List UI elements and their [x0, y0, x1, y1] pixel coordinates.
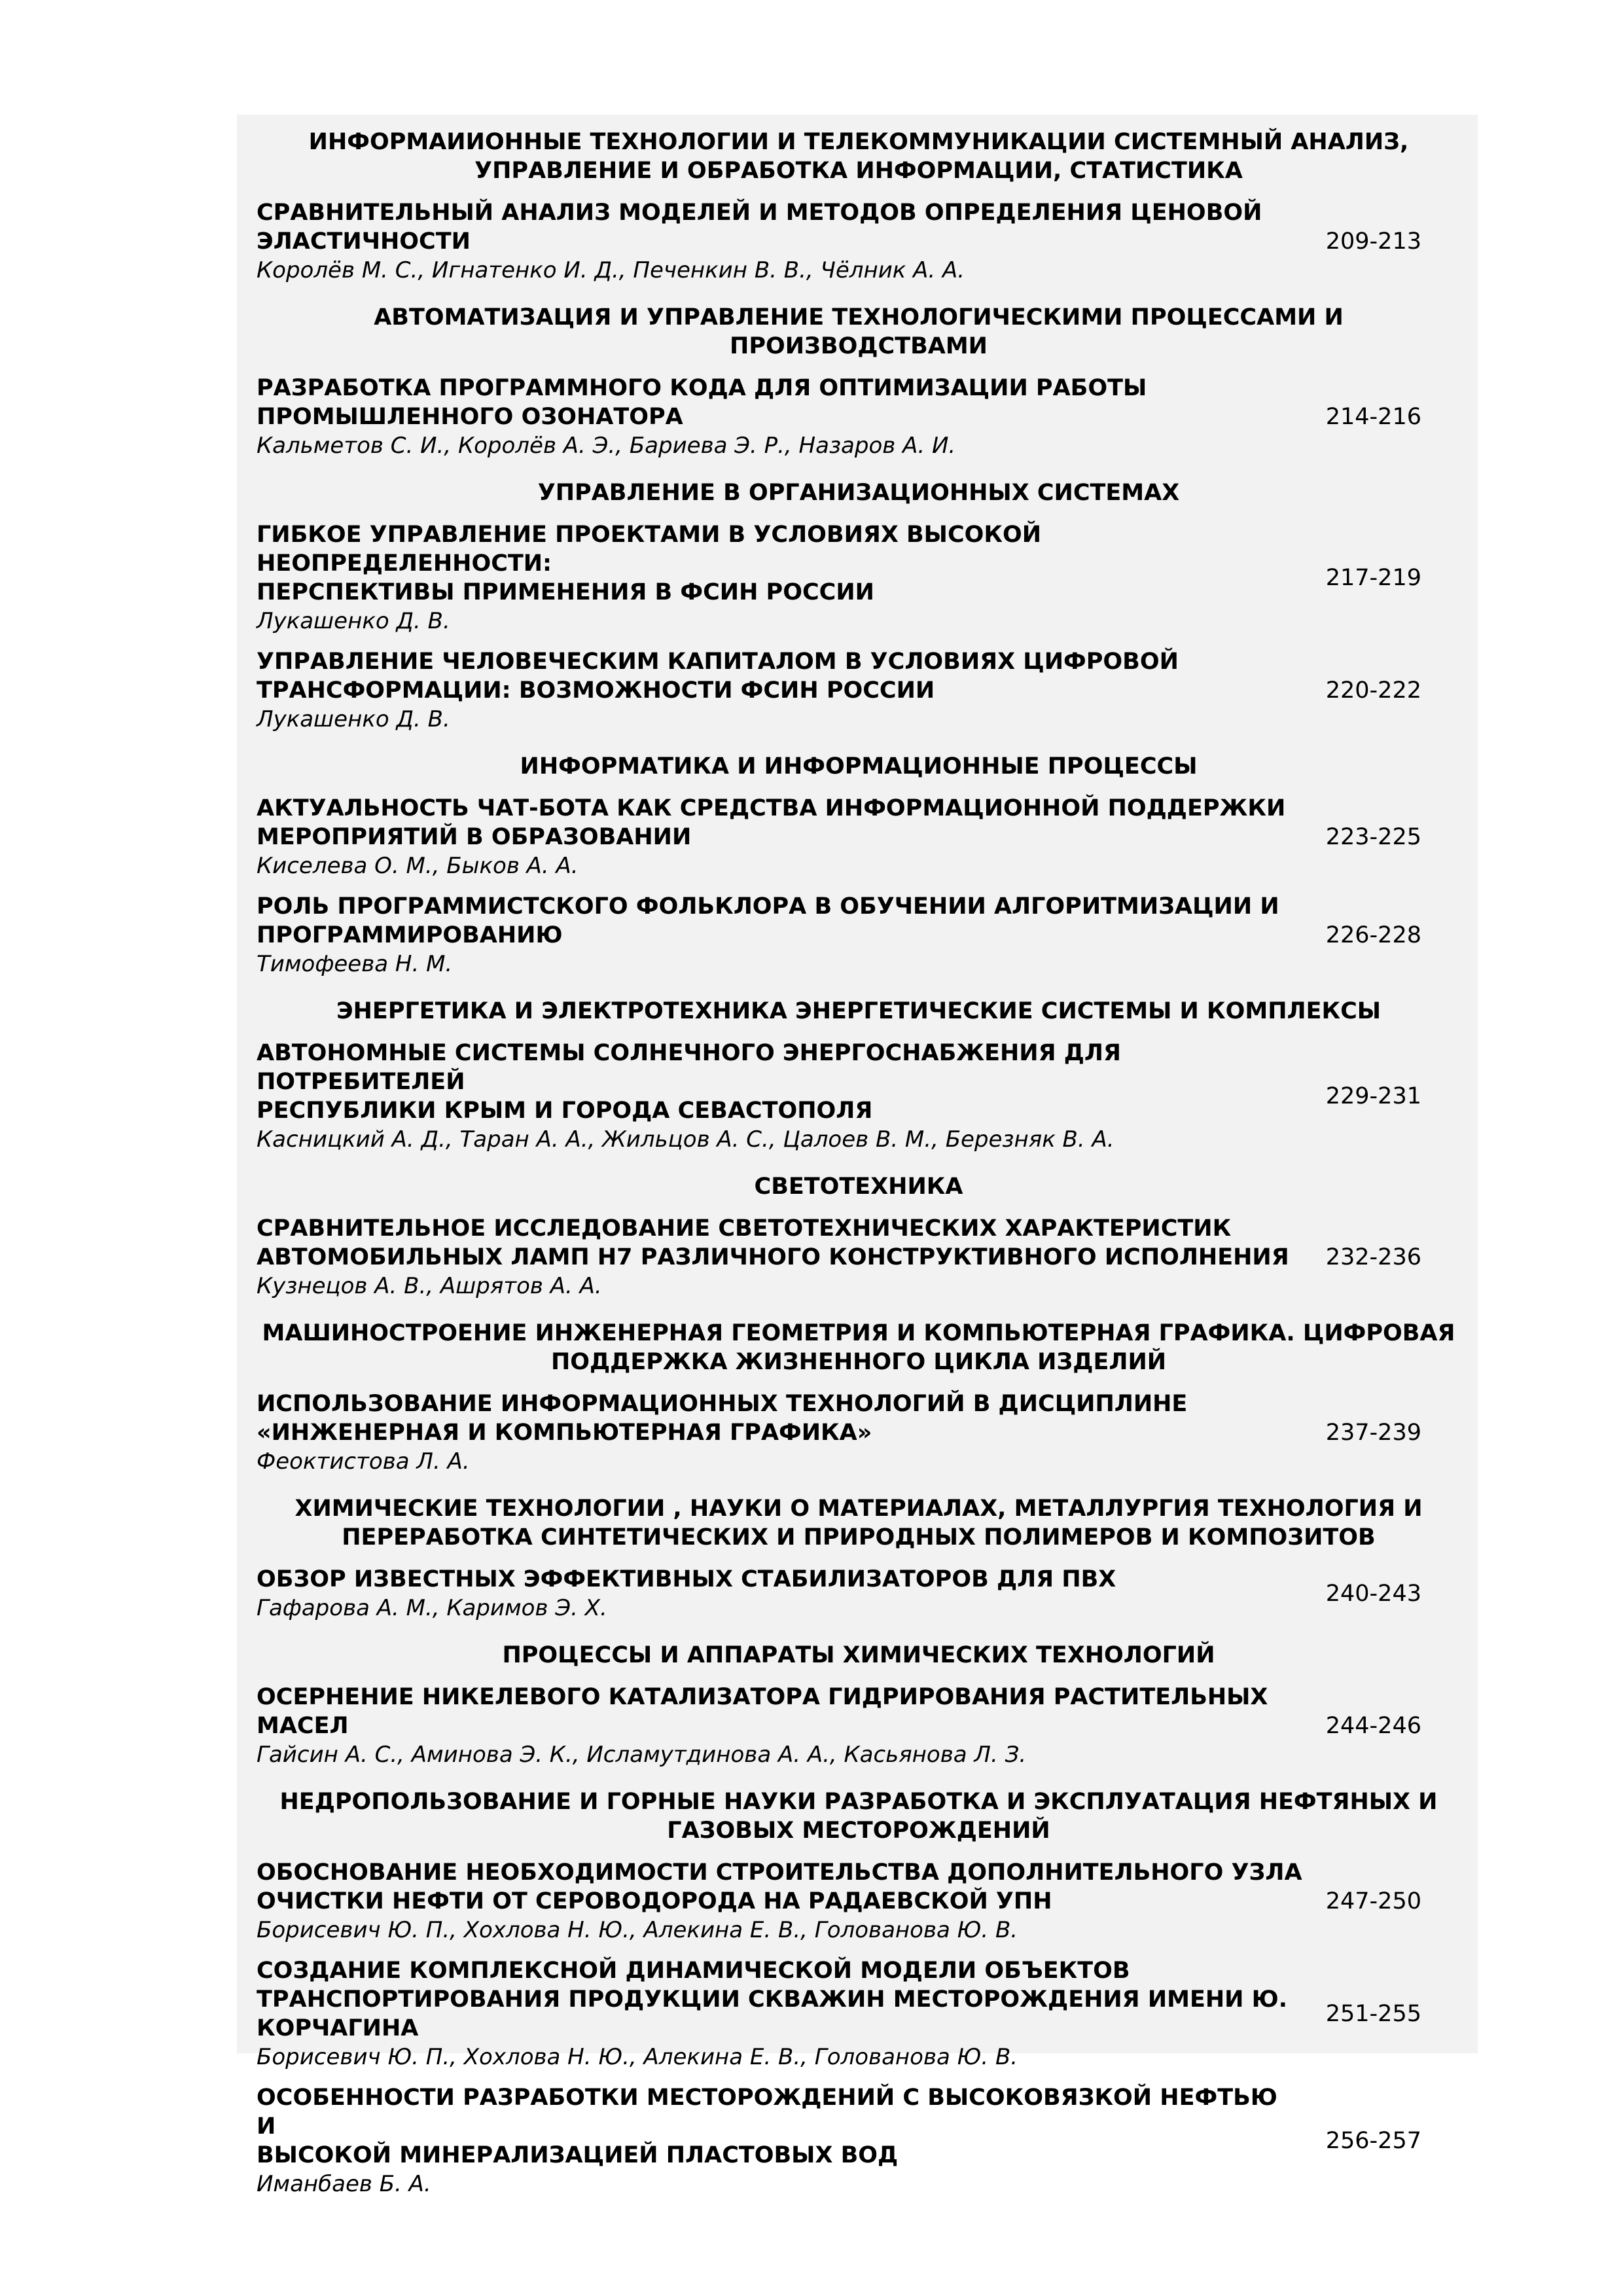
- entry-title: СРАВНИТЕЛЬНОЕ ИССЛЕДОВАНИЕ СВЕТОТЕХНИЧЕСКИХ ХАРАКТЕРИСТИК АВТОМОБИЛЬНЫХ ЛАМП H7 РАЗЛИЧНОГО КОНСТРУКТИВНОГО ИСПОЛНЕНИЯ: [257, 1215, 1289, 1270]
- entry-page-range: 217-219: [1325, 565, 1421, 591]
- section-heading: ИНФОРМАИИОННЫЕ ТЕХНОЛОГИИ И ТЕЛЕКОММУНИКАЦИИ СИСТЕМНЫЙ АНАЛИЗ, УПРАВЛЕНИЕ И ОБРАБОТКА ИНФОРМАЦИИ, СТАТИСТИКА: [308, 129, 1409, 184]
- toc-list: [257, 121, 1461, 2210]
- entry-authors: Кальметов С. И., Королёв А. Э., Бариева Э. Р., Назаров А. И.: [257, 433, 956, 459]
- entry-title: ОБОСНОВАНИЕ НЕОБХОДИМОСТИ СТРОИТЕЛЬСТВА ДОПОЛНИТЕЛЬНОГО УЗЛА ОЧИСТКИ НЕФТИ ОТ СЕРОВОДОРОДА НА РАДАЕВСКОЙ УПН: [257, 1859, 1302, 1914]
- entry-authors: Борисевич Ю. П., Хохлова Н. Ю., Алекина Е. В., Голованова Ю. В.: [257, 2044, 1018, 2070]
- entry-page-range: 244-246: [1325, 1713, 1421, 1739]
- entry-page-range: 240-243: [1325, 1581, 1421, 1607]
- entry-authors: Иманбаев Б. А.: [257, 2171, 431, 2197]
- toc-entry: [257, 2083, 1461, 2198]
- section-heading: ПРОЦЕССЫ И АППАРАТЫ ХИМИЧЕСКИХ ТЕХНОЛОГИЙ: [502, 1642, 1215, 1668]
- entry-page-range: 247-250: [1325, 1888, 1421, 1914]
- entry-authors: Лукашенко Д. В.: [257, 608, 450, 634]
- entry-authors: Гафарова А. М., Каримов Э. Х.: [257, 1595, 607, 1621]
- entry-page-range: 223-225: [1325, 824, 1421, 850]
- entry-authors: Феоктистова Л. А.: [257, 1448, 470, 1475]
- toc-entry: [257, 794, 1461, 880]
- entry-authors: Борисевич Ю. П., Хохлова Н. Ю., Алекина Е. В., Голованова Ю. В.: [257, 1917, 1018, 1943]
- toc-entry: [257, 1858, 1461, 1945]
- entry-page-range: 237-239: [1325, 1420, 1421, 1446]
- entry-title: АКТУАЛЬНОСТЬ ЧАТ-БОТА КАК СРЕДСТВА ИНФОРМАЦИОННОЙ ПОДДЕРЖКИ МЕРОПРИЯТИЙ В ОБРАЗОВАНИИ: [257, 795, 1286, 850]
- entry-title: АВТОНОМНЫЕ СИСТЕМЫ СОЛНЕЧНОГО ЭНЕРГОСНАБЖЕНИЯ ДЛЯ ПОТРЕБИТЕЛЕЙ РЕСПУБЛИКИ КРЫМ И ГОРОДА СЕВАСТОПОЛЯ: [257, 1040, 1121, 1124]
- entry-page-range: 251-255: [1325, 2001, 1421, 2027]
- entry-title: ОСЕРНЕНИЕ НИКЕЛЕВОГО КАТАЛИЗАТОРА ГИДРИРОВАНИЯ РАСТИТЕЛЬНЫХ МАСЕЛ: [257, 1684, 1268, 1739]
- toc-entry: [257, 374, 1461, 460]
- entry-page-range: 256-257: [1325, 2128, 1421, 2154]
- entry-authors: Королёв М. С., Игнатенко И. Д., Печенкин В. В., Чёлник А. А.: [257, 257, 965, 283]
- section-heading: МАШИНОСТРОЕНИЕ ИНЖЕНЕРНАЯ ГЕОМЕТРИЯ И КОМПЬЮТЕРНАЯ ГРАФИКА. ЦИФРОВАЯ ПОДДЕРЖКА ЖИЗНЕННОГО ЦИКЛА ИЗДЕЛИЙ: [262, 1320, 1455, 1375]
- entry-title: СОЗДАНИЕ КОМПЛЕКСНОЙ ДИНАМИЧЕСКОЙ МОДЕЛИ ОБЪЕКТОВ ТРАНСПОРТИРОВАНИЯ ПРОДУКЦИИ СКВАЖИН МЕСТОРОЖДЕНИЯ ИМЕНИ Ю. КОРЧАГИНА: [257, 1958, 1287, 2041]
- section-heading: УПРАВЛЕНИЕ В ОРГАНИЗАЦИОННЫХ СИСТЕМАХ: [537, 480, 1180, 506]
- entry-authors: Касницкий А. Д., Таран А. А., Жильцов А. С., Цалоев В. М., Березняк В. А.: [257, 1126, 1115, 1153]
- entry-authors: Лукашенко Д. В.: [257, 706, 450, 732]
- entry-title: ОСОБЕННОСТИ РАЗРАБОТКИ МЕСТОРОЖДЕНИЙ С ВЫСОКОВЯЗКОЙ НЕФТЬЮ И ВЫСОКОЙ МИНЕРАЛИЗАЦИЕЙ ПЛАСТОВЫХ ВОД: [257, 2085, 1277, 2168]
- section-heading: ИНФОРМАТИКА И ИНФОРМАЦИОННЫЕ ПРОЦЕССЫ: [520, 753, 1198, 780]
- section-heading: ЭНЕРГЕТИКА И ЭЛЕКТРОТЕХНИКА ЭНЕРГЕТИЧЕСКИЕ СИСТЕМЫ И КОМПЛЕКСЫ: [336, 998, 1382, 1024]
- section-heading: ХИМИЧЕСКИЕ ТЕХНОЛОГИИ , НАУКИ О МАТЕРИАЛАХ, МЕТАЛЛУРГИЯ ТЕХНОЛОГИЯ И ПЕРЕРАБОТКА СИНТЕТИЧЕСКИХ И ПРИРОДНЫХ ПОЛИМЕРОВ И КОМПОЗИТОВ: [294, 1496, 1423, 1551]
- entry-authors: Гайсин А. С., Аминова Э. К., Исламутдинова А. А., Касьянова Л. З.: [257, 1742, 1027, 1768]
- entry-title: СРАВНИТЕЛЬНЫЙ АНАЛИЗ МОДЕЛЕЙ И МЕТОДОВ ОПРЕДЕЛЕНИЯ ЦЕНОВОЙ ЭЛАСТИЧНОСТИ: [257, 200, 1262, 255]
- entry-page-range: 232-236: [1325, 1244, 1421, 1270]
- entry-page-range: 226-228: [1325, 922, 1421, 948]
- section-heading: НЕДРОПОЛЬЗОВАНИЕ И ГОРНЫЕ НАУКИ РАЗРАБОТКА И ЭКСПЛУАТАЦИЯ НЕФТЯНЫХ И ГАЗОВЫХ МЕСТОРОЖДЕНИЙ: [279, 1789, 1438, 1844]
- toc-entry: [257, 1683, 1461, 1769]
- toc-entry: [257, 1390, 1461, 1476]
- entry-title: РАЗРАБОТКА ПРОГРАММНОГО КОДА ДЛЯ ОПТИМИЗАЦИИ РАБОТЫ ПРОМЫШЛЕННОГО ОЗОНАТОРА: [257, 375, 1147, 430]
- entry-title: РОЛЬ ПРОГРАММИСТСКОГО ФОЛЬКЛОРА В ОБУЧЕНИИ АЛГОРИТМИЗАЦИИ И ПРОГРАММИРОВАНИЮ: [257, 893, 1279, 948]
- toc-entry: [257, 647, 1461, 734]
- entry-title: ОБЗОР ИЗВЕСТНЫХ ЭФФЕКТИВНЫХ СТАБИЛИЗАТОРОВ ДЛЯ ПВХ: [257, 1566, 1116, 1592]
- entry-page-range: 214-216: [1325, 404, 1421, 430]
- toc-entry: [257, 1565, 1461, 1623]
- entry-authors: Тимофеева Н. М.: [257, 951, 453, 977]
- entry-page-range: 229-231: [1325, 1083, 1421, 1109]
- toc-entry: [257, 1956, 1461, 2072]
- table-of-contents: [237, 115, 1478, 2197]
- toc-entry: [257, 1214, 1461, 1300]
- toc-entry: [257, 520, 1461, 636]
- entry-title: ГИБКОЕ УПРАВЛЕНИЕ ПРОЕКТАМИ В УСЛОВИЯХ ВЫСОКОЙ НЕОПРЕДЕЛЕННОСТИ: ПЕРСПЕКТИВЫ ПРИМЕНЕНИЯ В ФСИН РОССИИ: [257, 522, 1042, 605]
- section-heading: АВТОМАТИЗАЦИЯ И УПРАВЛЕНИЕ ТЕХНОЛОГИЧЕСКИМИ ПРОЦЕССАМИ И ПРОИЗВОДСТВАМИ: [374, 304, 1344, 359]
- entry-authors: Кузнецов А. В., Ашрятов А. А.: [257, 1273, 602, 1299]
- entry-page-range: 209-213: [1325, 228, 1421, 255]
- section-heading: СВЕТОТЕХНИКА: [754, 1174, 963, 1200]
- entry-title: УПРАВЛЕНИЕ ЧЕЛОВЕЧЕСКИМ КАПИТАЛОМ В УСЛОВИЯХ ЦИФРОВОЙ ТРАНСФОРМАЦИИ: ВОЗМОЖНОСТИ ФСИН РОССИИ: [257, 649, 1179, 704]
- toc-entry: [257, 892, 1461, 978]
- entry-page-range: 220-222: [1325, 677, 1421, 704]
- toc-entry: [257, 1039, 1461, 1154]
- toc-entry: [257, 198, 1461, 285]
- entry-title: ИСПОЛЬЗОВАНИЕ ИНФОРМАЦИОННЫХ ТЕХНОЛОГИЙ В ДИСЦИПЛИНЕ «ИНЖЕНЕРНАЯ И КОМПЬЮТЕРНАЯ ГРАФИКА»: [257, 1391, 1188, 1446]
- entry-authors: Киселева О. М., Быков А. А.: [257, 853, 579, 879]
